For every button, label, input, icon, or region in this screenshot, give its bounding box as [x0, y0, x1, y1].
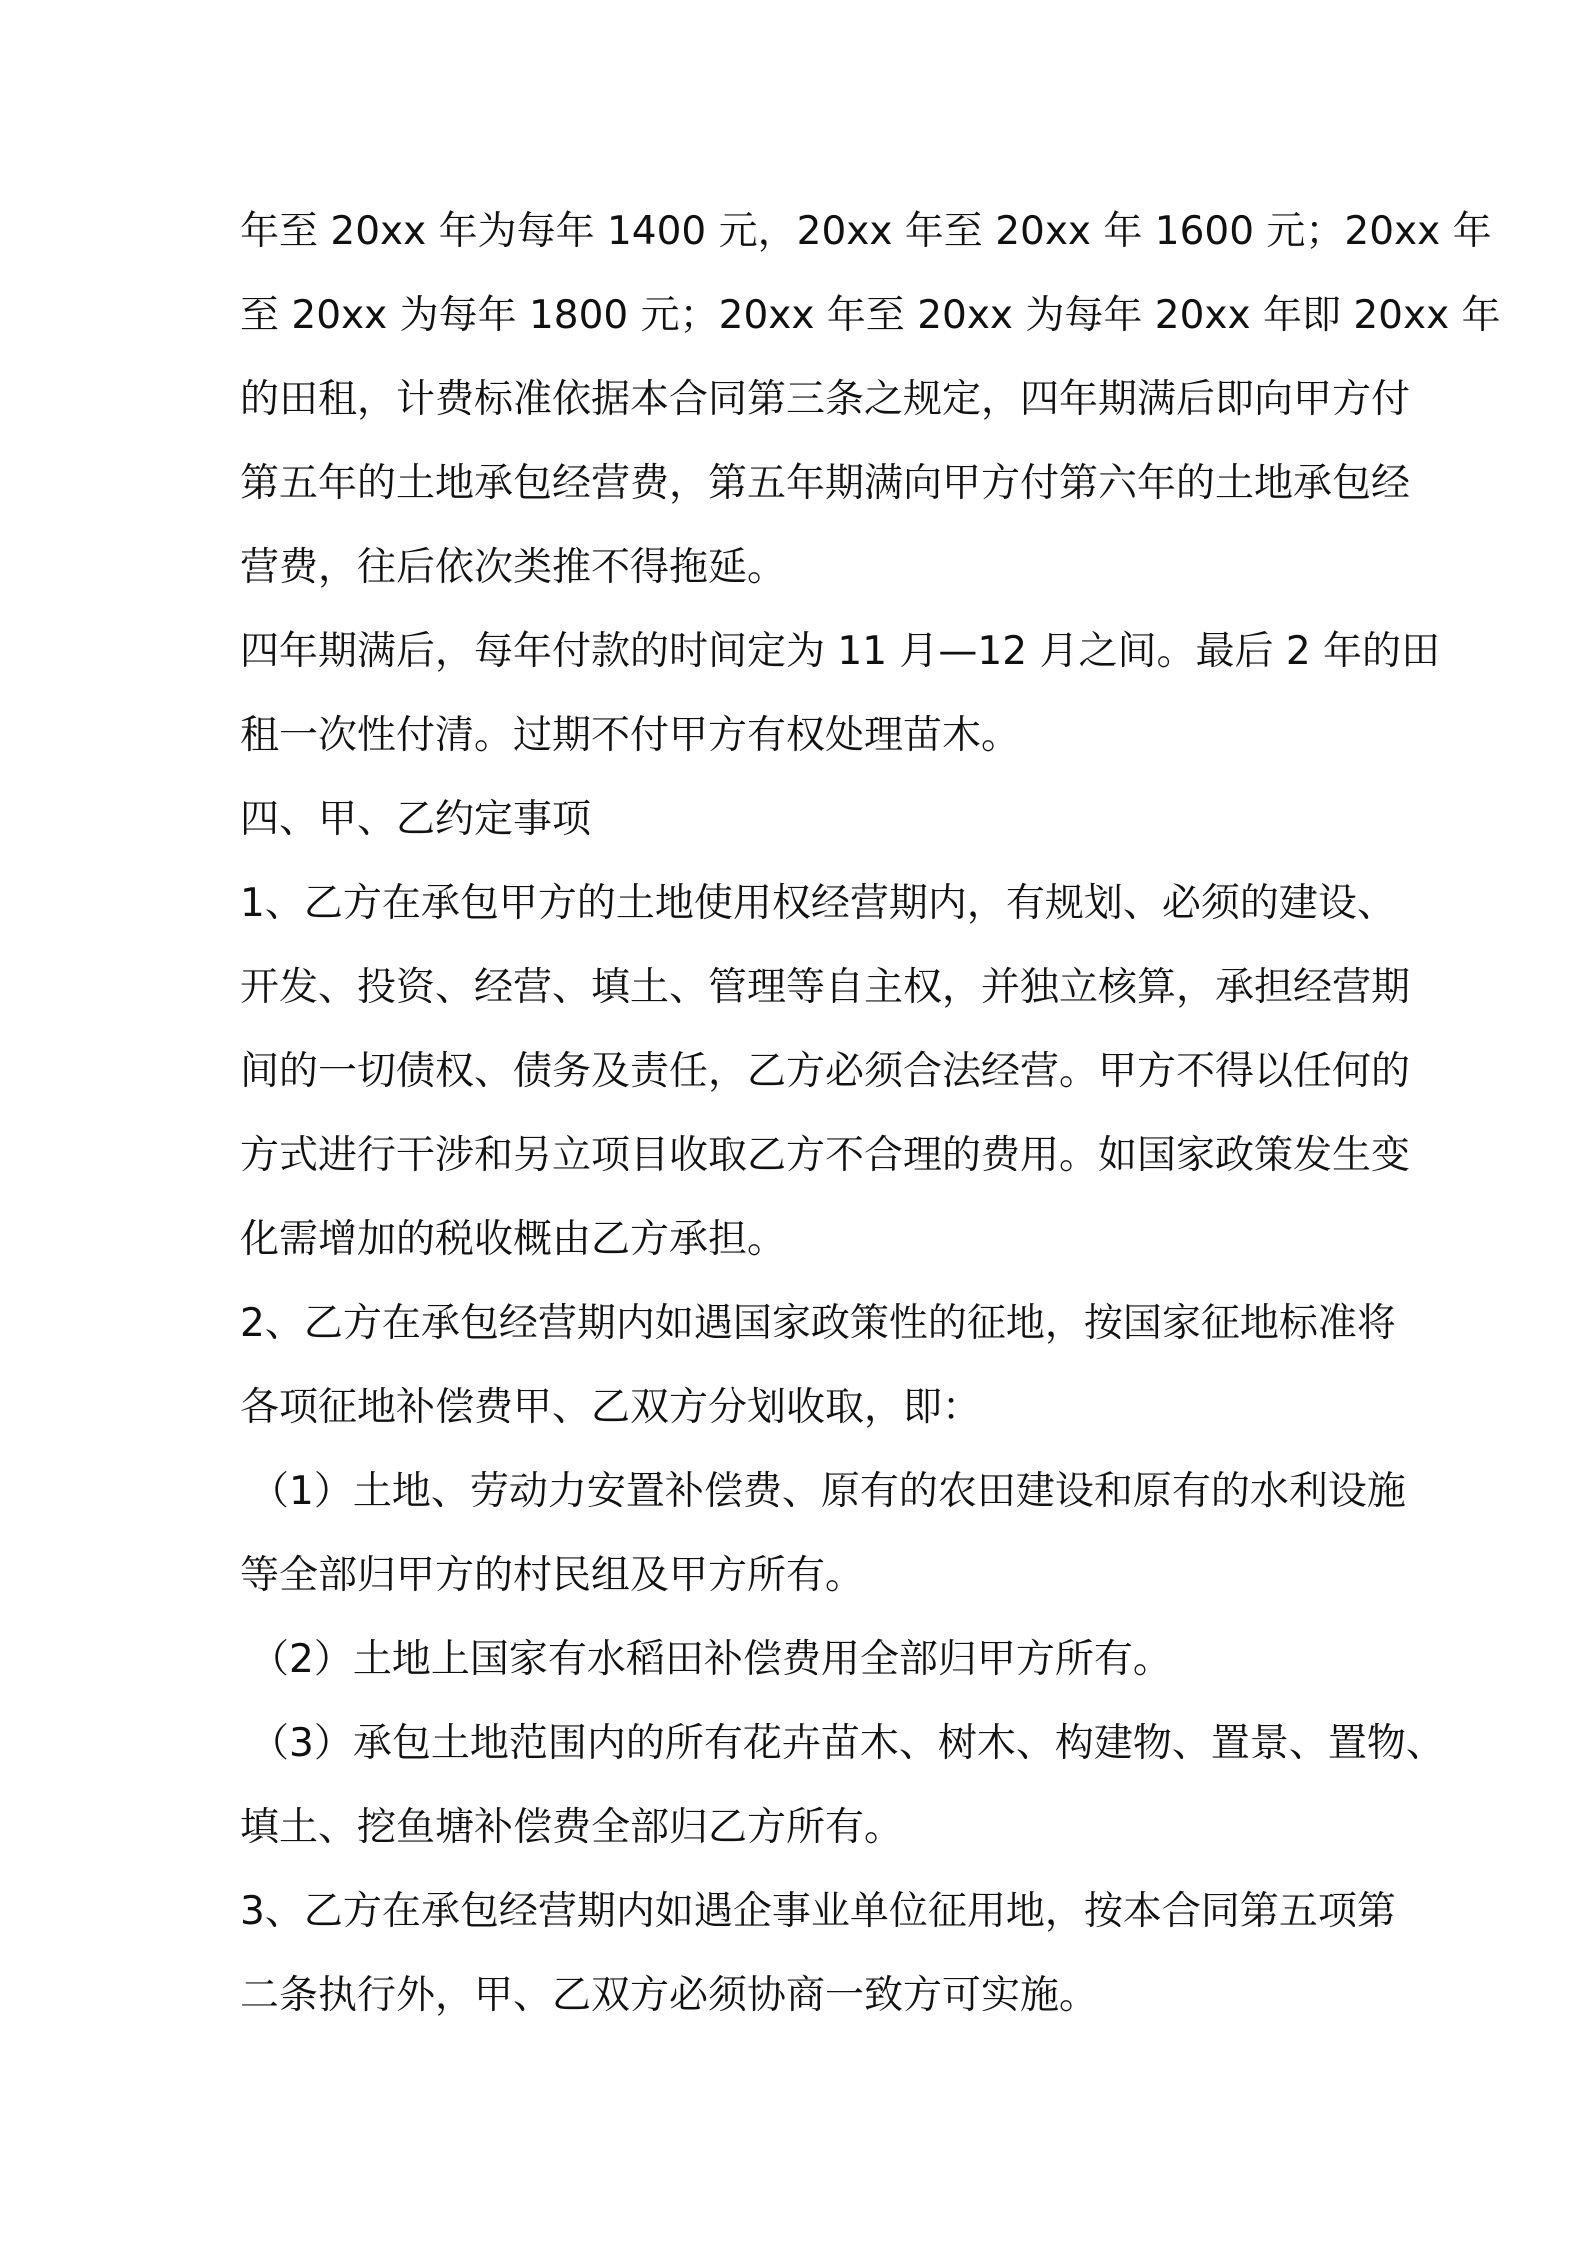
- text-line: 化需增加的税收概由乙方承担。: [240, 1217, 787, 1262]
- text-line: 1、乙方在承包甲方的土地使用权经营期内，有规划、必须的建设、: [240, 881, 1396, 926]
- text-line: 营费，往后依次类推不得拖延。: [240, 545, 787, 590]
- text-line: 填土、挖鱼塘补偿费全部归乙方所有。: [240, 1805, 904, 1850]
- text-line: 间的一切债权、债务及责任，乙方必须合法经营。甲方不得以任何的: [240, 1049, 1411, 1094]
- text-line: 3、乙方在承包经营期内如遇企事业单位征用地，按本合同第五项第: [240, 1889, 1396, 1934]
- text-line: 方式进行干涉和另立项目收取乙方不合理的费用。如国家政策发生变: [240, 1133, 1411, 1178]
- clause-3: [240, 1870, 1396, 2038]
- text-line: 的田租，计费标准依据本合同第三条之规定，四年期满后即向甲方付: [240, 377, 1411, 422]
- clause-1: [240, 862, 1411, 1282]
- text-line: 2、乙方在承包经营期内如遇国家政策性的征地，按国家征地标准将: [240, 1301, 1396, 1346]
- section-heading: [240, 778, 1365, 862]
- text-line: （1）土地、劳动力安置补偿费、原有的农田建设和原有的水利设施: [250, 1469, 1406, 1514]
- text-line: （2）土地上国家有水稻田补偿费用全部归甲方所有。: [250, 1637, 1172, 1682]
- clause-2-item-2: [240, 1618, 1365, 1702]
- text-line: 开发、投资、经营、填土、管理等自主权，并独立核算，承担经营期: [240, 965, 1411, 1010]
- text-line: 四年期满后，每年付款的时间定为 11 月—12 月之间。最后 2 年的田: [240, 629, 1441, 674]
- text-line: 第五年的土地承包经营费，第五年期满向甲方付第六年的土地承包经: [240, 461, 1411, 506]
- text-line: 二条执行外，甲、乙双方必须协商一致方可实施。: [240, 1973, 1099, 2018]
- text-line: 各项征地补偿费甲、乙双方分划收取，即：: [240, 1385, 982, 1430]
- text-line: 租一次性付清。过期不付甲方有权处理苗木。: [240, 713, 1021, 758]
- paragraph-payment-schedule: [240, 190, 1501, 610]
- paragraph-payment-time: [240, 610, 1441, 778]
- clause-2: [240, 1282, 1396, 1450]
- text-line: 年至 20xx 年为每年 1400 元，20xx 年至 20xx 年 1600 元；20xx 年: [240, 209, 1492, 254]
- text-line: （3）承包土地范围内的所有花卉苗木、树木、构建物、置景、置物、: [250, 1721, 1445, 1766]
- document-body: [240, 190, 1501, 2038]
- section-heading-text: 四、甲、乙约定事项: [240, 797, 592, 842]
- clause-2-item-3: [240, 1702, 1445, 1870]
- clause-2-item-1: [240, 1450, 1406, 1618]
- text-line: 等全部归甲方的村民组及甲方所有。: [240, 1553, 865, 1598]
- text-line: 至 20xx 为每年 1800 元；20xx 年至 20xx 为每年 20xx 年即 20xx 年: [240, 293, 1501, 338]
